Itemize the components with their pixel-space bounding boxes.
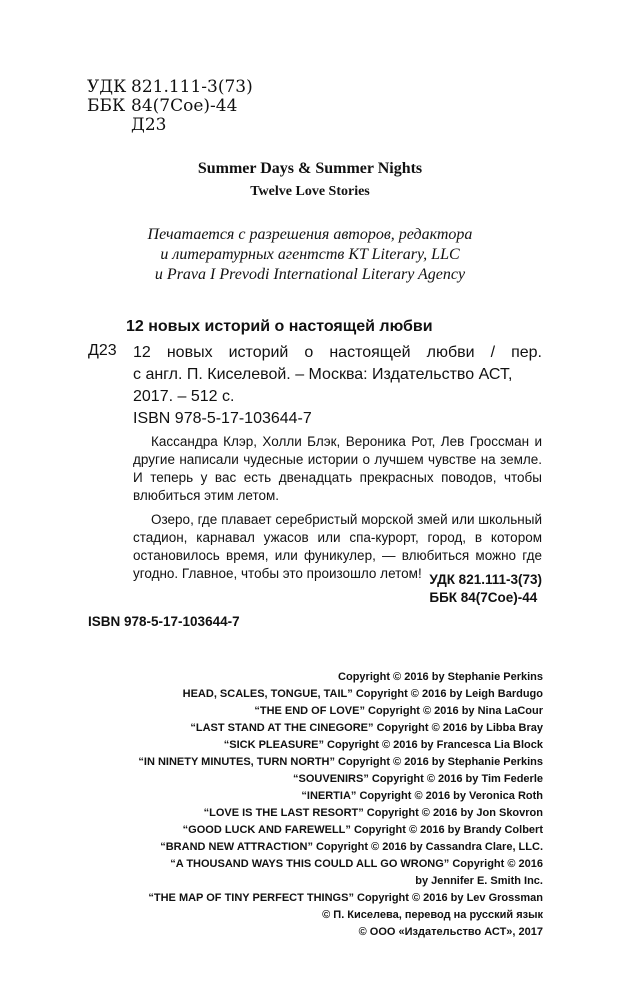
- copyright-line: © П. Киселева, перевод на русский язык: [322, 909, 543, 921]
- udk-bottom: УДК 821.111-3(73): [429, 572, 542, 587]
- copyright-line: Copyright © 2016 by Stephanie Perkins: [338, 671, 543, 683]
- copyright-line: “SOUVENIRS” Copyright © 2016 by Tim Federle: [293, 773, 543, 785]
- original-title: Summer Days & Summer Nights: [197, 160, 423, 177]
- copyright-line: “BRAND NEW ATTRACTION” Copyright © 2016 by Cassandra Clare, LLC.: [160, 841, 543, 853]
- copyright-line: “LOVE IS THE LAST RESORT” Copyright © 2016 by Jon Skovron: [203, 807, 543, 819]
- classification-bottom: [429, 571, 542, 607]
- isbn-bottom: ISBN 978-5-17-103644-7: [88, 614, 240, 629]
- udk-row: [87, 78, 253, 97]
- classification-block: [87, 78, 253, 135]
- copyright-line: “IN NINETY MINUTES, TURN NORTH” Copyright © 2016 by Stephanie Perkins: [138, 756, 543, 768]
- copyright-line: “GOOD LUCK AND FAREWELL” Copyright © 2016 by Brandy Colbert: [182, 824, 543, 836]
- copyright-line: “A THOUSAND WAYS THIS COULD ALL GO WRONG” Copyright © 2016: [170, 858, 543, 870]
- book-heading: 12 новых историй о настоящей любви: [126, 318, 433, 335]
- biblio-line: с англ. П. Киселевой. – Москва: Издательство АСТ,: [133, 366, 513, 383]
- annotation-paragraph: Кассандра Клэр, Холли Блэк, Вероника Рот, Лев Гроссман и другие написали чудесные истории о лучшем чувстве на земле. И теперь у вас есть двенадцать прекрасных поводов, чтобы влюбиться этим летом.: [133, 434, 542, 503]
- bbk-code: 84(7Сое)-44: [131, 96, 238, 116]
- biblio-line: 2017. – 512 с.: [133, 388, 235, 405]
- udk-code: 821.111-3(73): [131, 77, 253, 97]
- copyright-line: “SICK PLEASURE” Copyright © 2016 by Francesca Lia Block: [223, 739, 543, 751]
- permission-line: и литературных агентств KT Literary, LLC: [160, 246, 460, 263]
- bibliographic-description: [133, 342, 542, 408]
- copyright-block: [63, 669, 543, 941]
- annotation: [133, 433, 542, 583]
- biblio-line: 12 новых историй о настоящей любви / пер.: [133, 344, 542, 361]
- annotation-paragraph: Озеро, где плавает серебристый морской змей или школьный стадион, карнавал ужасов или спа-курорт, город, в котором остановилось время, или фуникулер, — влюбиться можно где угодно. Главное, чтобы это произошло летом!: [133, 512, 542, 581]
- bbk-row: [87, 97, 253, 116]
- copyright-line: © ООО «Издательство АСТ», 2017: [358, 926, 543, 938]
- original-subtitle: Twelve Love Stories: [250, 184, 370, 199]
- author-mark: Д23: [131, 115, 167, 135]
- permission-line: Печатается с разрешения авторов, редактора: [147, 226, 473, 243]
- copyright-line: “THE MAP OF TINY PERFECT THINGS” Copyright © 2016 by Lev Grossman: [148, 892, 543, 904]
- udk-label: УДК: [87, 77, 127, 97]
- copyright-line: by Jennifer E. Smith Inc.: [415, 875, 543, 887]
- biblio-mark: Д23: [88, 342, 117, 359]
- bbk-label: ББК: [87, 96, 126, 116]
- bbk-bottom: ББК 84(7Сое)-44: [429, 590, 538, 605]
- copyright-line: “LAST STAND AT THE CINEGORE” Copyright © 2016 by Libba Bray: [190, 722, 543, 734]
- copyright-line: “THE END OF LOVE” Copyright © 2016 by Nina LaCour: [254, 705, 543, 717]
- permission-line: и Prava I Prevodi International Literary Agency: [154, 266, 466, 283]
- copyright-line: HEAD, SCALES, TONGUE, TAIL” Copyright © 2016 by Leigh Bardugo: [182, 688, 543, 700]
- isbn: ISBN 978-5-17-103644-7: [133, 410, 312, 427]
- permission-notice: [0, 225, 620, 285]
- copyright-line: “INERTIA” Copyright © 2016 by Veronica Roth: [301, 790, 543, 802]
